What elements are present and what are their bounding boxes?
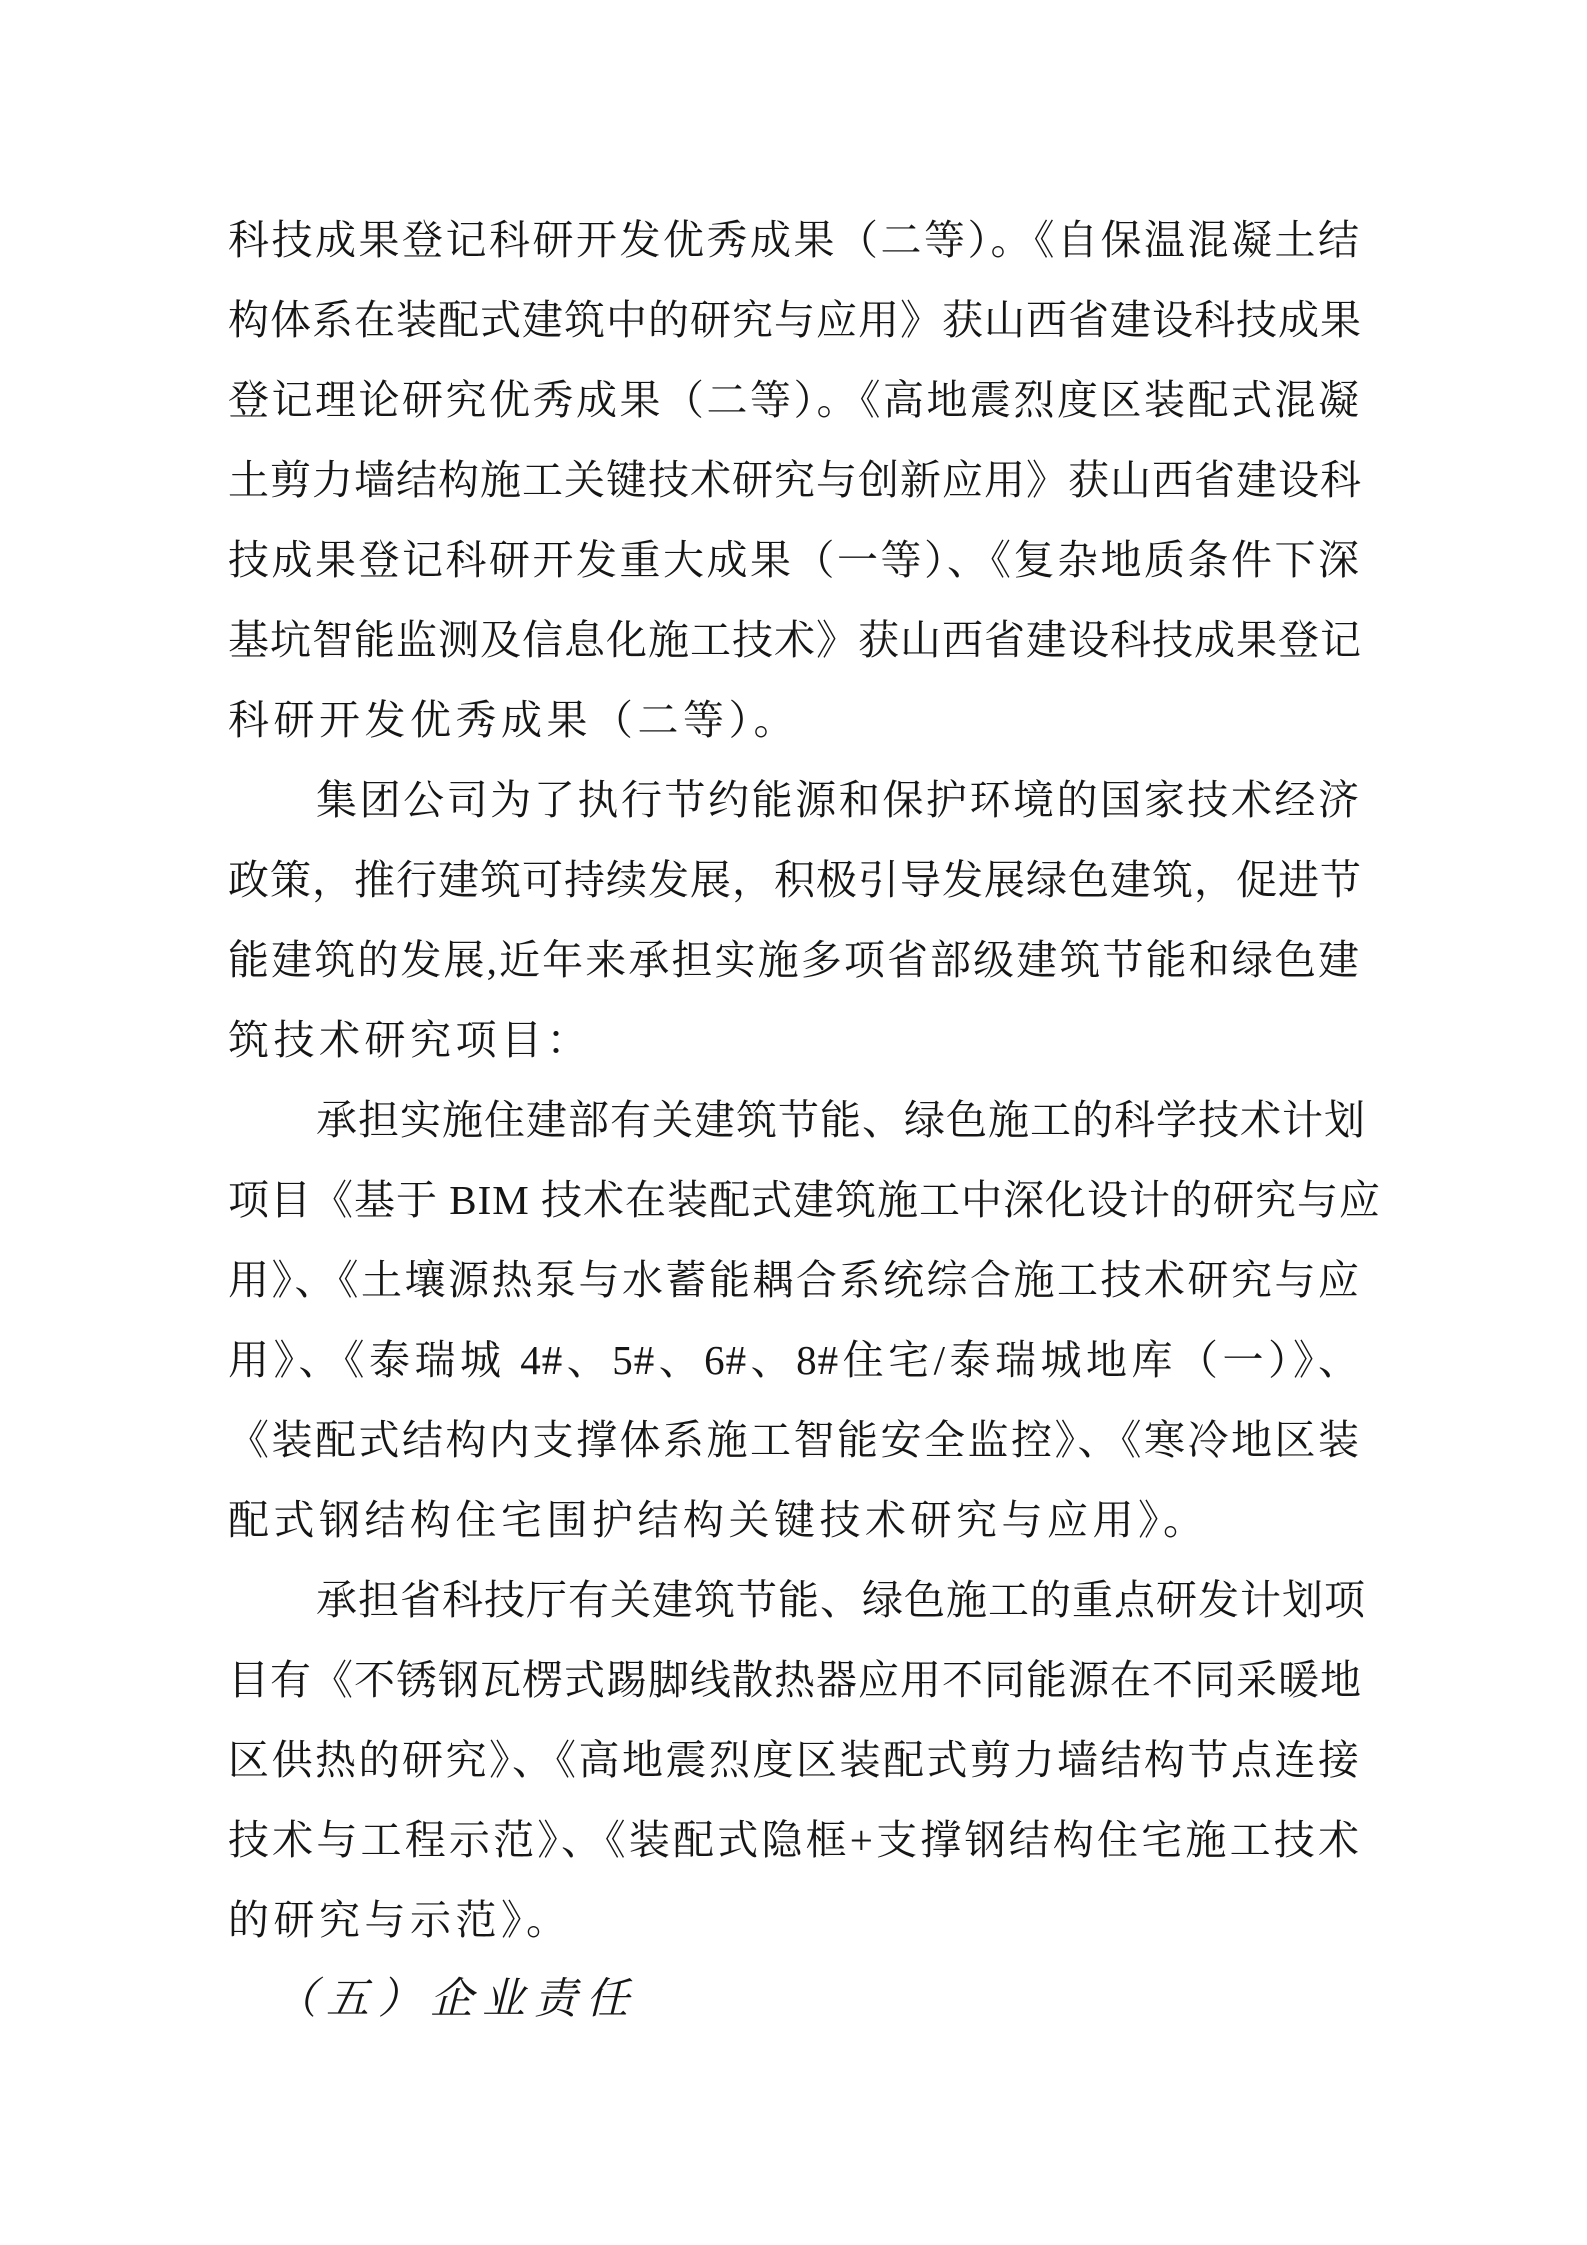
text-line: 能建筑的发展,近年来承担实施多项省部级建筑节能和绿色建 xyxy=(228,937,1360,983)
text-line: 政策，推行建筑可持续发展，积极引导发展绿色建筑，促进节 xyxy=(228,857,1362,903)
text-line: 用》、《泰瑞城 4#、5#、6#、8#住宅/泰瑞城地库（一）》、 xyxy=(228,1337,1360,1383)
text-line: 科技成果登记科研开发优秀成果（二等）。《自保温混凝土结 xyxy=(228,217,1360,263)
text-line: 登记理论研究优秀成果（二等）。《高地震烈度区装配式混凝 xyxy=(228,377,1360,423)
text-line: 土剪力墙结构施工关键技术研究与创新应用》获山西省建设科 xyxy=(228,457,1362,503)
text-line: 区供热的研究》、《高地震烈度区装配式剪力墙结构节点连接 xyxy=(228,1737,1360,1783)
text-line: 的研究与示范》。 xyxy=(228,1897,572,1943)
text-line: 承担省科技厅有关建筑节能、绿色施工的重点研发计划项 xyxy=(316,1577,1366,1623)
text-line: 基坑智能监测及信息化施工技术》获山西省建设科技成果登记 xyxy=(228,617,1362,663)
text-line: 科研开发优秀成果（二等）。 xyxy=(228,697,799,743)
text-line: 技术与工程示范》、《装配式隐框+支撑钢结构住宅施工技术 xyxy=(228,1817,1360,1863)
text-line: 配式钢结构住宅围护结构关键技术研究与应用》。 xyxy=(228,1497,1209,1543)
text-line: 目有《不锈钢瓦楞式踢脚线散热器应用不同能源在不同采暖地 xyxy=(228,1657,1362,1703)
section-heading: （五）企业责任 xyxy=(274,1976,638,2023)
text-line: 项目《基于 BIM 技术在装配式建筑施工中深化设计的研究与应 xyxy=(228,1177,1381,1223)
text-line: 构体系在装配式建筑中的研究与应用》获山西省建设科技成果 xyxy=(228,297,1362,343)
text-line: 筑技术研究项目： xyxy=(228,1017,592,1063)
text-line: 用》、《土壤源热泵与水蓄能耦合系统综合施工技术研究与应 xyxy=(228,1257,1360,1303)
text-line: 《装配式结构内支撑体系施工智能安全监控》、《寒冷地区装 xyxy=(228,1417,1360,1463)
text-line: 技成果登记科研开发重大成果（一等）、《复杂地质条件下深 xyxy=(228,537,1360,583)
text-line: 集团公司为了执行节约能源和保护环境的国家技术经济 xyxy=(316,777,1360,823)
text-line: 承担实施住建部有关建筑节能、绿色施工的科学技术计划 xyxy=(316,1097,1366,1143)
